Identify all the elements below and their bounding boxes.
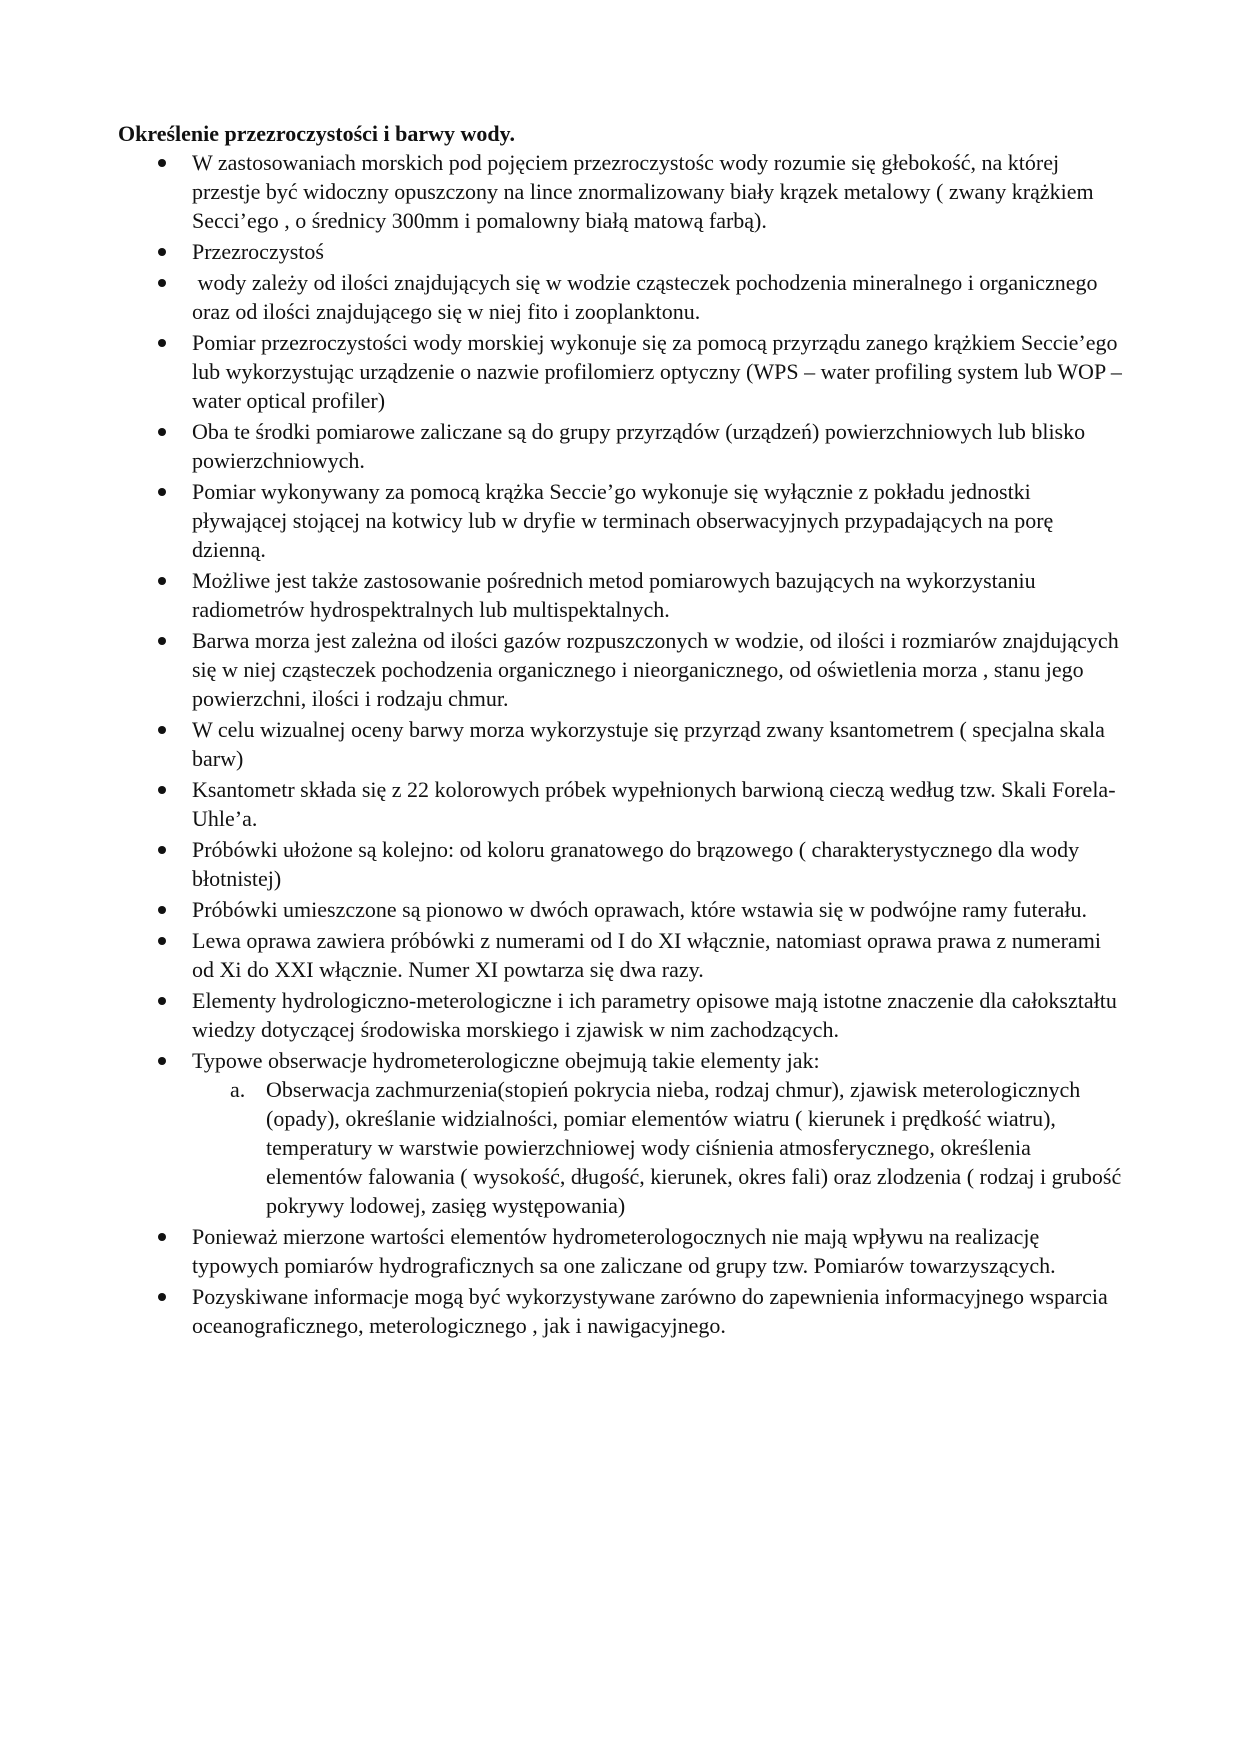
bullet-list [118, 148, 1128, 1342]
list-item-text: Barwa morza jest zależna od ilości gazów rozpuszczonych w wodzie, od ilości i rozmiarów znajdujących się w niej cząsteczek pochodzenia organicznego i nieorganicznego, od oświetlenia morza , stanu jego powierzchni, ilości i rodzaju chmur. [192, 628, 1119, 711]
list-item-text: Ksantometr składa się z 22 kolorowych próbek wypełnionych barwioną cieczą według tzw. Skali Forela-Uhle’a. [192, 777, 1116, 831]
list-item [118, 926, 1128, 984]
list-item-text: Możliwe jest także zastosowanie pośrednich metod pomiarowych bazujących na wykorzystaniu radiometrów hydrospektralnych lub multispektalnych. [192, 568, 1036, 622]
list-item-text: W celu wizualnej oceny barwy morza wykorzystuje się przyrząd zwany ksantometrem ( specjalna skala barw) [192, 717, 1105, 771]
list-item-text: Przezroczystoś [192, 239, 324, 264]
list-item [118, 477, 1128, 564]
list-item-text: Elementy hydrologiczno-meterologiczne i ich parametry opisowe mają istotne znaczenie dla całokształtu wiedzy dotyczącej środowiska morskiego i zjawisk w nim zachodzących. [192, 988, 1117, 1042]
list-item [118, 148, 1128, 235]
list-item [118, 1282, 1128, 1340]
list-item-text: Ponieważ mierzone wartości elementów hydrometerologocznych nie mają wpływu na realizację typowych pomiarów hydrograficznych sa one zaliczane od grupy tzw. Pomiarów towarzyszących. [192, 1224, 1056, 1278]
list-item [118, 715, 1128, 773]
list-item-text: Próbówki ułożone są kolejno: od koloru granatowego do brązowego ( charakterystycznego dla wody błotnistej) [192, 837, 1080, 891]
list-item [118, 895, 1128, 924]
list-item [118, 626, 1128, 713]
list-item-text: Próbówki umieszczone są pionowo w dwóch oprawach, które wstawia się w podwójne ramy futerału. [192, 897, 1088, 922]
list-item [118, 417, 1128, 475]
list-item-text: Typowe obserwacje hydrometerologiczne obejmują takie elementy jak: [192, 1048, 820, 1073]
sub-list-item [192, 1075, 1128, 1220]
list-item-text: Pomiar przezroczystości wody morskiej wykonuje się za pomocą przyrządu zanego krążkiem Seccie’ego lub wykorzystując urządzenie o nazwie profilomierz optyczny (WPS – water profiling system lub WOP – water optical profiler) [192, 330, 1122, 413]
list-item [118, 986, 1128, 1044]
document-title: Określenie przezroczystości i barwy wody. [118, 121, 515, 146]
list-item-text: wody zależy od ilości znajdujących się w wodzie cząsteczek pochodzenia mineralnego i organicznego oraz od ilości znajdującego się w niej fito i zooplanktonu. [192, 270, 1103, 324]
list-item [118, 237, 1128, 266]
list-item [118, 835, 1128, 893]
list-item-text: W zastosowaniach morskich pod pojęciem przezroczystośc wody rozumie się głebokość, na której przestje być widoczny opuszczony na lince znormalizowany biały krązek metalowy ( zwany krążkiem Secci’ego , o średnicy 300mm i pomalowny białą matową farbą). [192, 150, 1094, 233]
sub-list-item-text: Obserwacja zachmurzenia(stopień pokrycia nieba, rodzaj chmur), zjawisk meterologicznych (opady), określanie widzialności, pomiar elementów wiatru ( kierunek i prędkość wiatru), temperatury w warstwie powierzchniowej wody ciśnienia atmosferycznego, określenia elementów falowania ( wysokość, długość, kierunek, okres fali) oraz zlodzenia ( rodzaj i grubość pokrywy lodowej, zasięg występowania) [266, 1077, 1122, 1218]
list-item [118, 268, 1128, 326]
sub-list-marker: a. [230, 1077, 246, 1102]
list-item [118, 328, 1128, 415]
list-item-text: Pozyskiwane informacje mogą być wykorzystywane zarówno do zapewnienia informacyjnego wsparcia oceanograficznego, meterologicznego , jak i nawigacyjnego. [192, 1284, 1108, 1338]
list-item-text: Lewa oprawa zawiera próbówki z numerami od I do XI włącznie, natomiast oprawa prawa z numerami od Xi do XXI włącznie. Numer XI powtarza się dwa razy. [192, 928, 1101, 982]
list-item-text: Oba te środki pomiarowe zaliczane są do grupy przyrządów (urządzeń) powierzchniowych lub blisko powierzchniowych. [192, 419, 1086, 473]
list-item [118, 1046, 1128, 1220]
list-item [118, 566, 1128, 624]
list-item [118, 1222, 1128, 1280]
list-item-text: Pomiar wykonywany za pomocą krążka Seccie’go wykonuje się wyłącznie z pokładu jednostki pływającej stojącej na kotwicy lub w dryfie w terminach obserwacyjnych przypadających na porę dzienną. [192, 479, 1054, 562]
list-item [118, 775, 1128, 833]
sub-list [192, 1075, 1128, 1220]
